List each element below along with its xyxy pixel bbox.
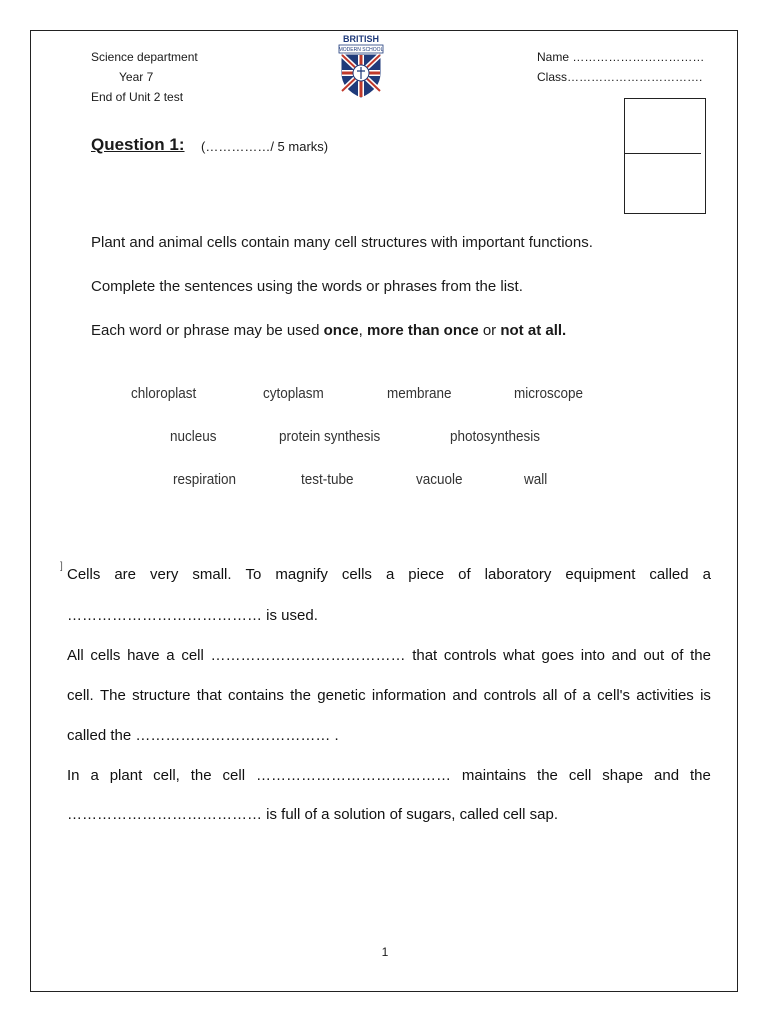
passage-word: controls	[443, 647, 497, 664]
passage-word: of	[563, 687, 577, 704]
instruction-text: Each word or phrase may be used	[91, 322, 324, 339]
passage-word: and	[654, 767, 680, 784]
passage-word: controls	[483, 687, 537, 704]
word-bank-item: chloroplast	[131, 385, 197, 402]
school-logo	[336, 33, 386, 99]
section-marker: ]	[60, 561, 63, 572]
logo-text-top: BRITISH	[343, 34, 379, 44]
passage-word: In	[67, 767, 80, 784]
passage-word: cell.	[67, 687, 94, 704]
passage-word: Cells	[67, 566, 101, 583]
passage-word: are	[114, 566, 137, 583]
word-bank-item: photosynthesis	[450, 428, 541, 445]
passage-word: laboratory	[484, 566, 552, 583]
passage-word: cell	[181, 647, 204, 664]
passage-word: the	[690, 767, 711, 784]
passage-word: is	[700, 687, 711, 704]
passage-word: the	[690, 647, 711, 664]
passage-word: All	[67, 647, 84, 664]
word-bank-item: wall	[524, 471, 548, 488]
passage-word: shape	[602, 767, 644, 784]
passage-word: a	[385, 566, 395, 583]
instruction-or: or	[478, 322, 501, 339]
passage-word: the	[190, 767, 212, 784]
instruction-once: once	[323, 322, 359, 339]
marks-box-divider	[625, 153, 701, 154]
passage-line-7: ………………………………… is full of a solution of sugars, called cell sap.	[67, 806, 558, 823]
passage-word: information	[371, 687, 447, 704]
passage-word: a	[90, 767, 99, 784]
passage-word: a	[166, 647, 175, 664]
passage-word: called	[649, 566, 689, 583]
passage-word: of	[458, 566, 471, 583]
passage-line-1	[67, 566, 711, 583]
passage-line-3	[67, 647, 711, 664]
word-bank-item: microscope	[514, 385, 584, 402]
passage-word: cell	[222, 767, 246, 784]
worksheet-page	[30, 30, 738, 992]
passage-word: plant	[109, 767, 143, 784]
word-bank-item: vacuole	[416, 471, 463, 488]
passage-word: …………………………………	[255, 767, 451, 784]
instruction-line-2: Complete the sentences using the words or phrases from the list.	[91, 278, 523, 295]
page-number: 1	[381, 945, 389, 959]
passage-word: magnify	[275, 566, 328, 583]
passage-word: the	[290, 687, 311, 704]
passage-word: a	[582, 687, 591, 704]
passage-word: cells	[341, 566, 372, 583]
header-left	[91, 47, 198, 107]
passage-word: cell	[568, 767, 592, 784]
passage-word: cell,	[153, 767, 180, 784]
passage-word: equipment	[565, 566, 636, 583]
header-right	[537, 47, 704, 87]
passage-word: the	[537, 767, 558, 784]
marks-box	[624, 98, 706, 214]
passage-word: what	[503, 647, 535, 664]
passage-word: of	[670, 647, 684, 664]
passage-word: genetic	[317, 687, 366, 704]
passage-word: cell's	[597, 687, 631, 704]
passage-word: out	[643, 647, 665, 664]
passage-word: into	[580, 647, 605, 664]
passage-word: contains	[228, 687, 284, 704]
year-label: Year 7	[119, 70, 154, 84]
passage-word: structure	[132, 687, 191, 704]
passage-word: cells	[90, 647, 121, 664]
question-marks: (……………/ 5 marks)	[201, 139, 329, 154]
word-bank-item: cytoplasm	[263, 385, 324, 402]
word-bank-item: protein synthesis	[279, 428, 381, 445]
passage-word: piece	[408, 566, 445, 583]
passage-word: activities	[636, 687, 694, 704]
passage-line-5: called the ………………………………… .	[67, 727, 339, 744]
passage-word: have	[127, 647, 160, 664]
passage-word: To	[245, 566, 262, 583]
passage-word: very	[150, 566, 179, 583]
passage-line-4	[67, 687, 711, 704]
instruction-not-at-all: not at all.	[500, 322, 567, 339]
name-field[interactable]: Name ……………………………	[537, 50, 705, 64]
passage-word: and	[611, 647, 637, 664]
word-bank-item: nucleus	[170, 428, 217, 445]
department-label: Science department	[91, 50, 198, 64]
instruction-line-1: Plant and animal cells contain many cell structures with important functions.	[91, 234, 593, 251]
word-bank-item: test-tube	[301, 471, 354, 488]
passage-word: The	[99, 687, 126, 704]
passage-word: that	[196, 687, 222, 704]
class-field[interactable]: Class…………………………….	[537, 70, 703, 84]
passage-line-2: ………………………………… is used.	[67, 607, 318, 624]
passage-word: a	[702, 566, 711, 583]
word-bank-item: respiration	[173, 471, 237, 488]
passage-word: all	[542, 687, 558, 704]
passage-word: small.	[192, 566, 232, 583]
passage-word: maintains	[461, 767, 527, 784]
instruction-line-3	[91, 322, 566, 339]
passage-word: …………………………………	[210, 647, 406, 664]
passage-word: goes	[541, 647, 575, 664]
instruction-comma: ,	[358, 322, 367, 339]
passage-word: that	[412, 647, 438, 664]
passage-word: and	[452, 687, 478, 704]
word-bank-item: membrane	[387, 385, 452, 402]
instruction-more-than-once: more than once	[366, 322, 479, 339]
logo-text-banner: MODERN SCHOOL	[338, 47, 384, 54]
passage-line-6	[67, 767, 711, 784]
test-label: End of Unit 2 test	[91, 90, 184, 104]
question-title: Question 1:	[91, 135, 185, 154]
